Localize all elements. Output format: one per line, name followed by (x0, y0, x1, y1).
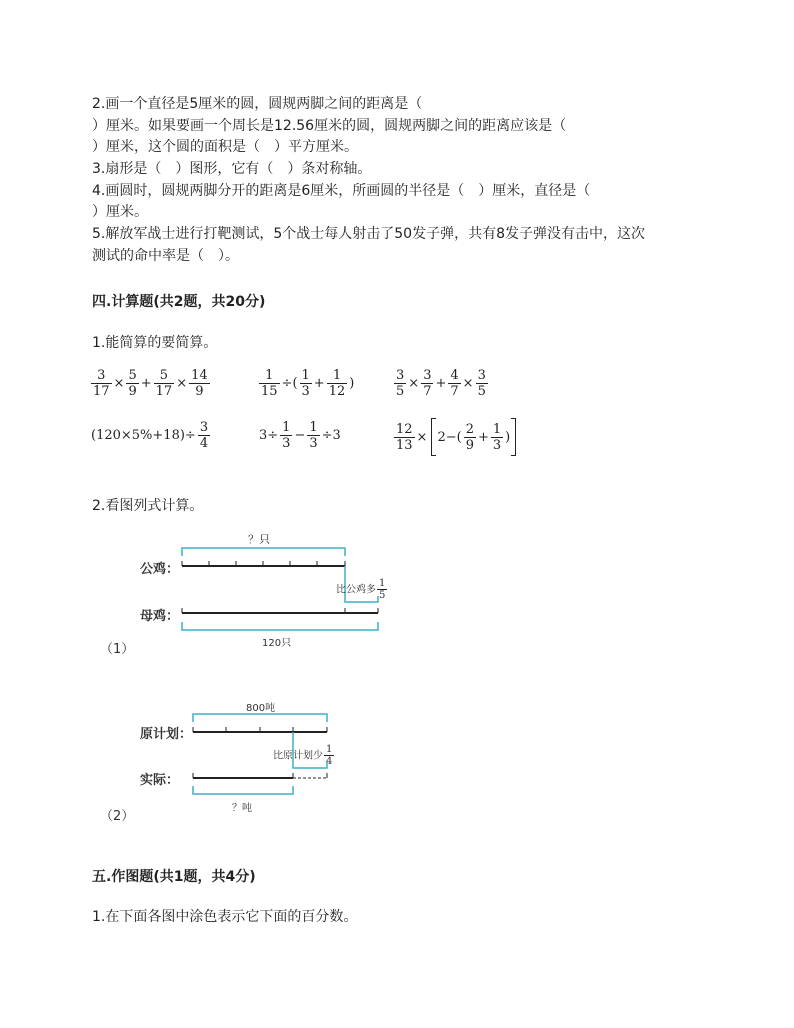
fill-line-8: 测试的命中率是（ ）。 (92, 248, 239, 264)
fill-line-5: 4.画圆时，圆规两脚分开的距离是6厘米，所画圆的半径是（ ）厘米，直径是（ (92, 183, 591, 199)
expression-4: (120×5%+18)÷ $\frac{3}{4}$ (91, 420, 209, 451)
expression-3: $\frac{3}{5}$ × $\frac{3}{7}$ + $\frac{4}{7}$ × $\frac{3}{5}$ (396, 368, 486, 399)
section5-title: 五.作图题(共1题，共4分) (92, 869, 256, 885)
section5-q1: 1.在下面各图中涂色表示它下面的百分数。 (92, 909, 358, 925)
expression-1: $\frac{3}{17}$ × $\frac{5}{9}$ + $\frac{5}{17}$ × $\frac{14}{9}$ (93, 368, 208, 399)
fig1-row2-label: 母鸡： (140, 609, 180, 624)
section4-q2: 2.看图列式计算。 (92, 498, 204, 514)
fig1-caption: （1） (100, 642, 135, 657)
fill-line-2: ）厘米。如果要画一个周长是12.56厘米的圆，圆规两脚之间的距离应该是（ (92, 118, 567, 134)
fig1-bottom-value: 120只 (262, 638, 292, 649)
fig2-row2-label: 实际： (140, 773, 180, 788)
fig1-note: 比公鸡多 $\frac{1}{5}$ (336, 578, 386, 601)
fill-line-1: 2.画一个直径是5厘米的圆，圆规两脚之间的距离是（ (92, 96, 423, 112)
fig2-row1-label: 原计划： (140, 727, 193, 742)
section4-title: 四.计算题(共2题，共20分) (92, 294, 266, 310)
fill-line-3: ）厘米，这个圆的面积是（ ）平方厘米。 (92, 139, 358, 155)
fill-line-4: 3.扇形是（ ）图形，它有（ ）条对称轴。 (92, 161, 372, 177)
fill-line-6: ）厘米。 (92, 204, 148, 220)
expression-6: $\frac{12}{13}$ × 2−( $\frac{2}{9}$ + $\frac{1}{3}$ ) (393, 418, 519, 456)
fig2-caption: （2） (100, 809, 135, 824)
section4-q1: 1.能简算的要简算。 (92, 335, 218, 351)
expression-5: 3÷ $\frac{1}{3}$ − $\frac{1}{3}$ ÷3 (259, 420, 341, 451)
fig1-top-question: ？只 (248, 533, 270, 546)
fig2-bottom-question: ？吨 (232, 803, 252, 814)
expression-2: $\frac{1}{15}$ ÷( $\frac{1}{3}$ + $\frac{1}{12}$ ) (261, 368, 355, 399)
fill-line-7: 5.解放军战士进行打靶测试，5个战士每人射击了50发子弹，共有8发子弹没有击中，这次 (92, 226, 645, 242)
fig1-row1-label: 公鸡： (140, 562, 180, 577)
fig2-note: 比原计划少 $\frac{1}{4}$ (273, 744, 333, 767)
fig2-top-value: 800吨 (246, 703, 276, 714)
